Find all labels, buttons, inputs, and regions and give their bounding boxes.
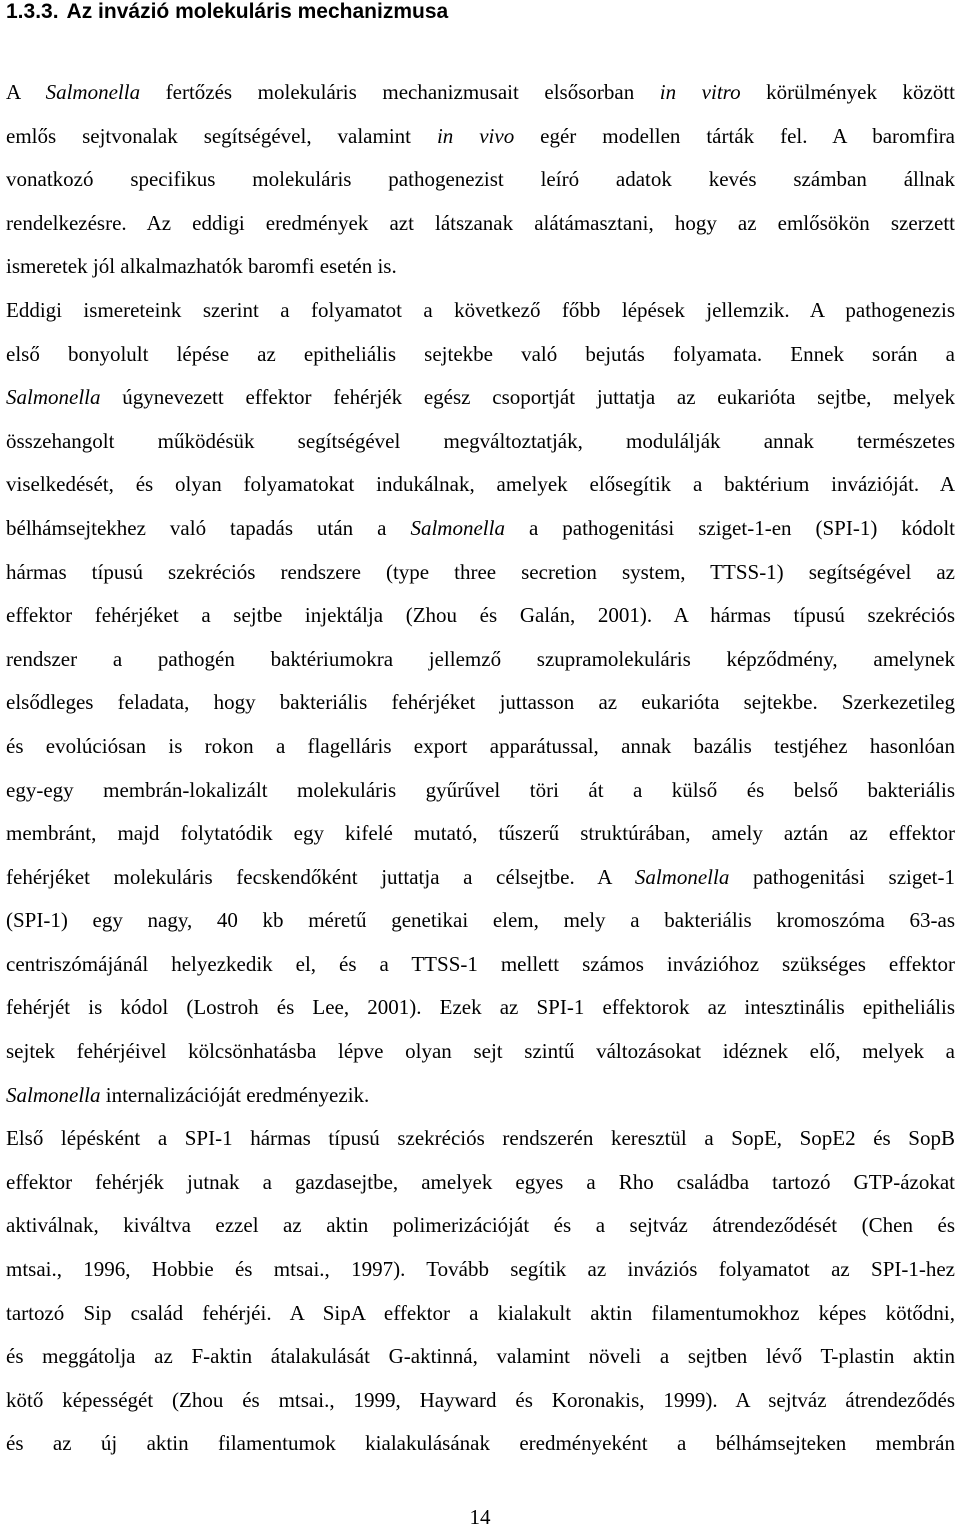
text-line <box>6 71 955 115</box>
paragraph <box>6 289 955 1117</box>
text-line <box>6 856 955 900</box>
text-line <box>6 245 955 289</box>
text-run: viselkedését, és olyan folyamatokat indukálnak, amelyek elősegítik a baktérium invázióját. A <box>6 472 955 497</box>
page-number: 14 <box>469 1505 491 1529</box>
text-line <box>6 1335 955 1379</box>
text-run: elsődleges feladata, hogy bakteriális fehérjéket juttasson az eukarióta sejtekbe. Szerkezetileg <box>6 690 955 715</box>
text-run: effektor fehérjéket a sejtbe injektálja (Zhou és Galán, 2001). A hármas típusú szekréciós <box>6 603 955 628</box>
text-run: pathogenitási sziget-1 <box>729 864 955 889</box>
italic-term: Salmonella <box>634 864 730 889</box>
text-run: centriszómájánál helyezkedik el, és a TTSS-1 mellett számos invázióhoz szükséges effektor <box>6 951 955 976</box>
text-line <box>6 1161 955 1205</box>
text-line <box>6 158 955 202</box>
text-line <box>6 333 955 377</box>
text-run: vonatkozó specifikus molekuláris pathogenezist leíró adatok kevés számban állnak <box>6 167 955 192</box>
text-run: bélhámsejtekhez való tapadás után a <box>6 515 411 540</box>
text-line <box>6 376 955 420</box>
text-run: fehérjéket molekuláris fecskendőként juttatja a célsejtbe. A <box>6 864 635 889</box>
text-run: egy-egy membrán-lokalizált molekuláris gyűrűvel töri át a külső és belső bakteriális <box>6 777 955 802</box>
text-line <box>6 463 955 507</box>
text-run: úgynevezett effektor fehérjék egész csoportját juttatja az eukarióta sejtbe, melyek <box>100 385 955 410</box>
text-run: első bonyolult lépése az epitheliális sejtekbe való bejutás folyamata. Ennek során a <box>6 341 955 366</box>
text-run: fehérjét is kódol (Lostroh és Lee, 2001). Ezek az SPI-1 effektorok az intesztinális epitheliális <box>6 995 955 1020</box>
page-body <box>6 0 955 1466</box>
text-line <box>6 1117 955 1161</box>
text-run: aktiválnak, kiváltva ezzel az aktin polimerizációját és a sejtváz átrendeződését (Chen és <box>6 1213 955 1238</box>
italic-term: in vitro <box>659 80 741 104</box>
text-line <box>6 1030 955 1074</box>
text-run: mtsai., 1996, Hobbie és mtsai., 1997). Tovább segítik az inváziós folyamatot az SPI-1-hez <box>6 1257 955 1282</box>
text-line <box>6 943 955 987</box>
italic-term: in vivo <box>436 123 515 148</box>
text-run: (SPI-1) egy nagy, 40 kb méretű genetikai elem, mely a bakteriális kromoszóma 63-as <box>6 908 955 933</box>
text-run: körülmények között <box>740 80 956 104</box>
text-line <box>6 1248 955 1292</box>
text-run: tartozó Sip család fehérjéi. A SipA effektor a kialakult aktin filamentumokhoz képes kötődni, <box>6 1300 955 1325</box>
text-line <box>6 594 955 638</box>
section-number: 1.3.3. <box>6 0 59 23</box>
text-run: egér modellen tárták fel. A baromfira <box>514 123 956 148</box>
text-run: összehangolt működésük segítségével megváltoztatják, modulálják annak természetes <box>6 428 955 453</box>
text-line <box>6 420 955 464</box>
text-run: hármas típusú szekréciós rendszere (type three secretion system, TTSS-1) segítségével az <box>6 559 955 584</box>
text-line <box>6 812 955 856</box>
text-line <box>6 725 955 769</box>
text-line <box>6 507 955 551</box>
text-run: internalizációját eredményezik. <box>100 1082 370 1107</box>
text-line <box>6 1074 955 1118</box>
text-line <box>6 1204 955 1248</box>
section-title: Az invázió molekuláris mechanizmusa <box>66 0 449 23</box>
text-run: effektor fehérjék jutnak a gazdasejtbe, amelyek egyes a Rho családba tartozó GTP-ázokat <box>6 1169 955 1194</box>
italic-term: Salmonella <box>45 80 141 104</box>
paragraph <box>6 71 955 289</box>
text-run: és evolúciósan is rokon a flagelláris export apparátussal, annak bazális testjéhez hasonlóan <box>6 733 955 758</box>
text-run: membránt, majd folytatódik egy kifelé mutató, tűszerű struktúrában, amely aztán az effektor <box>6 821 955 846</box>
text-line <box>6 202 955 246</box>
text-run: emlős sejtvonalak segítségével, valamint <box>6 123 437 148</box>
text-line <box>6 551 955 595</box>
text-run: rendszer a pathogén baktériumokra jellemző szupramolekuláris képződmény, amelynek <box>6 646 955 671</box>
text-run: sejtek fehérjéivel kölcsönhatásba lépve olyan sejt szintű változásokat idéznek elő, melyek a <box>6 1039 955 1064</box>
italic-term: Salmonella <box>410 515 505 540</box>
text-line <box>6 681 955 725</box>
text-run: rendelkezésre. Az eddigi eredmények azt látszanak alátámasztani, hogy az emlősökön szerzett <box>6 210 955 235</box>
text-line <box>6 1422 955 1466</box>
paragraph <box>6 1117 955 1466</box>
section-heading <box>6 0 955 24</box>
text-run: kötő képességét (Zhou és mtsai., 1999, Hayward és Koronakis, 1999). A sejtváz átrendeződés <box>6 1387 955 1412</box>
text-run: a pathogenitási sziget-1-en (SPI-1) kódolt <box>504 515 955 540</box>
text-line <box>6 986 955 1030</box>
text-line <box>6 769 955 813</box>
text-line <box>6 289 955 333</box>
body-text <box>6 71 955 1466</box>
text-run: Első lépésként a SPI-1 hármas típusú szekréciós rendszerén keresztül a SopE, SopE2 és SopB <box>6 1126 955 1151</box>
text-line <box>6 899 955 943</box>
text-run: ismeretek jól alkalmazhatók baromfi esetén is. <box>6 254 397 279</box>
text-line <box>6 638 955 682</box>
text-run: fertőzés molekuláris mechanizmusait elsősorban <box>140 80 660 104</box>
text-run: Eddigi ismereteink szerint a folyamatot a következő főbb lépések jellemzik. A pathogenezis <box>6 297 955 322</box>
text-line <box>6 1379 955 1423</box>
text-run: és meggátolja az F-aktin átalakulását G-aktinná, valamint növeli a sejtben lévő T-plastin aktin <box>6 1344 955 1369</box>
italic-term: Salmonella <box>6 385 101 410</box>
text-run: A <box>6 80 46 104</box>
text-line <box>6 1292 955 1336</box>
italic-term: Salmonella <box>6 1082 101 1107</box>
text-run: és az új aktin filamentumok kialakulásának eredményeként a bélhámsejteken membrán <box>6 1431 955 1456</box>
text-line <box>6 115 955 159</box>
